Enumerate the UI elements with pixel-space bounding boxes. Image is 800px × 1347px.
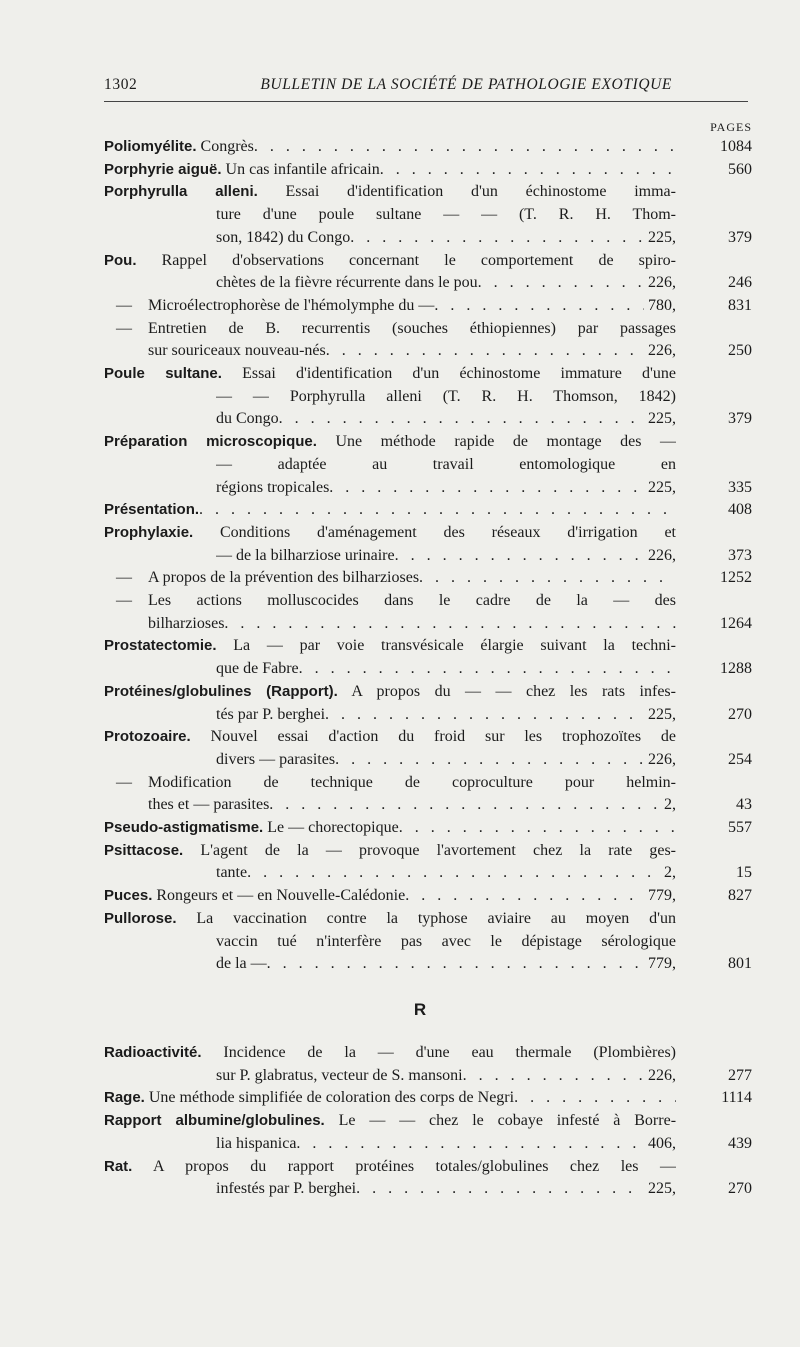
index-line-body: Le — chorectopique: [267, 819, 399, 836]
repeat-dash: —: [116, 592, 132, 609]
index-line-text: [216, 1133, 296, 1155]
index-line: [104, 363, 676, 385]
index-line-body: A propos de la prévention des bilharzioses: [148, 569, 420, 587]
index-line: [216, 1178, 676, 1200]
page-reference: 1114: [721, 1089, 752, 1107]
page-reference: 270: [728, 1180, 752, 1198]
index-line: [104, 840, 676, 862]
dot-leader: [514, 1087, 676, 1109]
page-reference: 246: [728, 274, 752, 292]
dot-leader: [199, 499, 676, 521]
index-line-text: [104, 1087, 514, 1109]
page-reference: 560: [728, 160, 752, 178]
index-line-body: que de Fabre: [216, 660, 299, 678]
index-line: [104, 1042, 676, 1064]
dot-leader: [299, 658, 676, 680]
index-line: [216, 1133, 676, 1155]
issue-reference: 225,: [648, 228, 676, 246]
index-line-text: [104, 252, 676, 269]
index-headword: Rapport albumine/globulines.: [104, 1112, 325, 1130]
index-line: [216, 1065, 676, 1087]
index-line-body: ture d'une poule sultane — — (T. R. H. Thom-: [216, 206, 676, 224]
page-reference: 254: [728, 750, 752, 768]
dot-leader: [478, 272, 644, 294]
page-reference: 1084: [720, 138, 752, 155]
page-reference: 43: [736, 796, 752, 814]
index-line-body: Nouvel essai d'action du froid sur les trophozoïtes de: [210, 728, 676, 746]
index-line-text: [216, 545, 395, 567]
index-line: [148, 340, 676, 362]
index-line-body: Une méthode rapide de montage des —: [335, 433, 676, 451]
index-headword: Protéines/globulines (Rapport).: [104, 682, 338, 700]
index-headword: Pullorose.: [104, 909, 177, 927]
index-line: [148, 772, 676, 794]
issue-reference: 2,: [664, 864, 676, 882]
index-line-body: — — Porphyrulla alleni (T. R. H. Thomson, 1842): [216, 387, 676, 405]
dot-leader: [463, 1065, 644, 1087]
issue-reference: 779,: [648, 955, 676, 973]
page-reference: 15: [736, 864, 752, 882]
index-line-body: Incidence de la — d'une eau thermale (Plombières): [223, 1044, 676, 1061]
index-headword: Prostatectomie.: [104, 637, 217, 655]
index-line-body: tés par P. berghei: [216, 705, 326, 723]
index-line: [148, 794, 676, 816]
index-line-body: Rongeurs et — en Nouvelle-Calédonie: [156, 887, 406, 905]
dot-leader: [296, 1133, 644, 1155]
dot-leader: [335, 749, 644, 771]
index-line-text: [104, 683, 676, 700]
index-headword: Pou.: [104, 251, 137, 269]
issue-reference: 780,: [648, 296, 676, 314]
index-line-body: Les actions molluscocides dans le cadre de la — des: [148, 592, 676, 609]
index-headword: Poule sultane.: [104, 365, 222, 382]
index-line-text: [216, 456, 676, 473]
index-line-body: Un cas infantile africain: [225, 160, 380, 178]
page-reference: 335: [728, 478, 752, 496]
index-line: [104, 159, 676, 181]
index-headword: Psittacose.: [104, 841, 184, 859]
index-line-body: Une méthode simplifiée de coloration des corps de Negri: [148, 1089, 515, 1107]
dot-leader: [380, 159, 676, 181]
index-line-body: Essai d'identification d'un échinostome immature d'une: [242, 365, 676, 382]
index-line-text: [148, 774, 676, 791]
index-line-body: divers — parasites: [216, 750, 336, 768]
issue-reference: 406,: [648, 1134, 676, 1152]
dot-leader: [279, 408, 644, 430]
index-line-body: La — par voie transvésicale élargie suivant la techni-: [233, 637, 676, 655]
index-line: [216, 931, 676, 953]
index-line: [148, 613, 676, 635]
index-headword: Radioactivité.: [104, 1044, 202, 1061]
issue-reference: 226,: [648, 1066, 676, 1084]
index-line: [104, 1087, 676, 1109]
dot-leader: [329, 477, 644, 499]
index-headword: Rage.: [104, 1089, 145, 1107]
index-headword: Préparation microscopique.: [104, 433, 317, 451]
index-line: [104, 885, 676, 907]
index-line-text: [216, 704, 325, 726]
index-line-text: [216, 933, 676, 950]
repeat-dash: —: [116, 569, 132, 587]
index-headword: Prophylaxie.: [104, 523, 194, 541]
dot-leader: [356, 1178, 644, 1200]
index-line-text: [104, 183, 676, 200]
page-reference: 379: [728, 410, 752, 428]
index-line: [148, 567, 676, 589]
pages-column-label: PAGES: [710, 120, 752, 134]
index-line: [216, 204, 676, 226]
dot-leader: [269, 794, 660, 816]
index-line: [216, 454, 676, 476]
index-line-text: [216, 206, 676, 223]
index-line: [216, 227, 676, 249]
page-number: 1302: [104, 76, 138, 93]
index-line-text: [148, 613, 224, 635]
dot-leader: [267, 953, 644, 975]
journal-title: BULLETIN DE LA SOCIÉTÉ DE PATHOLOGIE EXOTIQUE: [260, 76, 672, 93]
index-line-text: [148, 567, 419, 589]
index-line-text: [216, 749, 335, 771]
index-line-body: Essai d'identification d'un échinostome imma-: [285, 183, 676, 201]
index-line-body: L'agent de la — provoque l'avortement chez la rate ges-: [200, 841, 676, 859]
issue-reference: 225,: [648, 410, 676, 428]
page-reference: 827: [728, 887, 752, 905]
index-line-body: — de la bilharziose urinaire: [216, 546, 395, 564]
index-line-body: bilharzioses: [148, 614, 225, 632]
page-reference: 1252: [720, 569, 752, 587]
index-line: [148, 318, 676, 340]
index-line: [104, 726, 676, 748]
index-line-text: [104, 910, 676, 927]
page-reference: 801: [728, 955, 752, 973]
dot-leader: [350, 227, 644, 249]
dot-leader: [419, 567, 676, 589]
index-headword: Puces.: [104, 887, 153, 905]
header-rule: [104, 101, 748, 102]
index-line-text: [104, 136, 254, 158]
index-line: [216, 862, 676, 884]
index-line-body: régions tropicales: [216, 478, 330, 496]
index-line-text: [216, 1065, 463, 1087]
index-line-body: Le — — chez le cobaye infesté à Borre-: [338, 1112, 676, 1130]
index-line-body: Rappel d'observations concernant le comportement de spiro-: [161, 251, 676, 269]
index-line-body: son, 1842) du Congo: [216, 228, 351, 246]
issue-reference: 226,: [648, 342, 676, 360]
index-line-body: La vaccination contre la typhose aviaire au moyen d'un: [196, 909, 676, 927]
index-line-text: [104, 637, 676, 654]
index-headword: Présentation.: [104, 501, 200, 519]
index-line: [148, 295, 676, 317]
dot-leader: [405, 885, 644, 907]
index-line-text: [216, 408, 279, 430]
index-headword: Poliomyélite.: [104, 138, 197, 155]
index-line-text: [216, 862, 247, 884]
index-headword: Porphyrie aiguë.: [104, 160, 222, 178]
index-line-text: [104, 842, 676, 859]
index-line: [216, 953, 676, 975]
index-line: [104, 908, 676, 930]
index-line-text: [104, 433, 676, 450]
index-line-text: [104, 365, 676, 382]
index-line-body: thes et — parasites: [148, 796, 270, 814]
index-line: [104, 250, 676, 272]
index-line-body: A propos du rapport protéines totales/globulines chez les —: [152, 1157, 676, 1175]
index-line-text: [104, 1044, 676, 1061]
section-letter: R: [413, 1000, 427, 1019]
index-line-text: [216, 953, 267, 975]
index-line-text: [148, 794, 269, 816]
repeat-dash: —: [116, 319, 132, 337]
dot-leader: [326, 340, 644, 362]
page-reference: 557: [728, 819, 752, 836]
index-line-body: de la —: [216, 955, 267, 973]
index-line: [104, 681, 676, 703]
index-line-text: [148, 295, 434, 317]
index-line-text: [216, 227, 350, 249]
index-line: [104, 1156, 676, 1178]
index-line-body: chètes de la fièvre récurrente dans le pou: [216, 274, 478, 292]
index-line-body: sur souriceaux nouveau-nés: [148, 342, 326, 360]
index-line-text: [216, 1178, 356, 1200]
index-line: [104, 522, 676, 544]
page-reference: 250: [728, 342, 752, 360]
issue-reference: 226,: [648, 546, 676, 564]
index-line-text: [104, 728, 676, 745]
index-line-body: — adaptée au travail entomologique en: [216, 455, 676, 473]
dot-leader: [395, 545, 644, 567]
index-line-text: [104, 1112, 676, 1129]
page-reference: 277: [728, 1066, 752, 1084]
index-line: [104, 136, 676, 158]
index-line: [216, 658, 676, 680]
index-line: [216, 749, 676, 771]
page-reference: 373: [728, 546, 752, 564]
issue-reference: 225,: [648, 478, 676, 496]
index-line-text: [148, 592, 676, 609]
dot-leader: [434, 295, 644, 317]
dot-leader: [224, 613, 676, 635]
index-line: [104, 499, 676, 521]
index-line: [216, 272, 676, 294]
page-reference: 379: [728, 228, 752, 246]
index-line-text: [216, 272, 478, 294]
index-headword: Pseudo-astigmatisme.: [104, 819, 264, 836]
index-line-text: [104, 159, 380, 181]
page-reference: 270: [728, 705, 752, 723]
index-line-body: tante: [216, 864, 248, 882]
index-line: [216, 545, 676, 567]
index-line-text: [216, 658, 299, 680]
index-line-body: A propos du — — chez les rats infes-: [351, 682, 676, 700]
repeat-dash: —: [116, 296, 132, 314]
issue-reference: 225,: [648, 1180, 676, 1198]
page-reference: 408: [728, 501, 752, 519]
index-line: [104, 1110, 676, 1132]
dot-leader: [325, 704, 644, 726]
index-line-body: lia hispanica: [216, 1134, 297, 1152]
index-line: [104, 635, 676, 657]
dot-leader: [399, 817, 676, 839]
repeat-dash: —: [116, 773, 132, 791]
dot-leader: [254, 136, 676, 158]
page-reference: 831: [728, 296, 752, 314]
page-reference: 1264: [720, 614, 752, 632]
page-reference: 1288: [720, 660, 752, 678]
index-line-text: [216, 477, 329, 499]
issue-reference: 2,: [664, 796, 676, 814]
running-head: [104, 76, 672, 94]
index-line-body: infestés par P. berghei: [216, 1180, 357, 1198]
issue-reference: 226,: [648, 750, 676, 768]
index-line: [216, 386, 676, 408]
index-line: [216, 408, 676, 430]
index-line-text: [148, 320, 676, 337]
page-reference: 439: [728, 1134, 752, 1152]
index-line-text: [148, 340, 326, 362]
issue-reference: 779,: [648, 887, 676, 905]
index-line-body: Modification de technique de coproculture pour helmin-: [148, 773, 676, 791]
index-line-text: [104, 885, 405, 907]
issue-reference: 225,: [648, 705, 676, 723]
index-line: [104, 431, 676, 453]
index-line-text: [104, 524, 676, 541]
index-headword: Protozoaire.: [104, 728, 191, 746]
index-line-body: du Congo: [216, 410, 279, 428]
index-line-text: [104, 817, 399, 839]
index-line: [104, 817, 676, 839]
issue-reference: 226,: [648, 274, 676, 292]
index-line: [148, 590, 676, 612]
index-line-text: [104, 1158, 676, 1175]
index-headword: Porphyrulla alleni.: [104, 183, 258, 201]
index-line-body: Congrès: [200, 138, 254, 155]
index-line-text: [104, 499, 199, 521]
index-line: [104, 181, 676, 203]
index-line-body: sur P. glabratus, vecteur de S. mansoni: [216, 1066, 463, 1084]
index-line: [216, 704, 676, 726]
index-line-body: Conditions d'aménagement des réseaux d'irrigation et: [219, 523, 676, 541]
index-line-body: vaccin tué n'interfère pas avec le dépistage sérologique: [216, 932, 676, 950]
index-line-body: Entretien de B. recurrentis (souches éthiopiennes) par passages: [148, 319, 676, 337]
index-line-text: [216, 388, 676, 405]
index-line-body: Microélectrophorèse de l'hémolymphe du —: [148, 296, 435, 314]
index-headword: Rat.: [104, 1157, 133, 1175]
dot-leader: [247, 862, 660, 884]
index-line: [216, 477, 676, 499]
